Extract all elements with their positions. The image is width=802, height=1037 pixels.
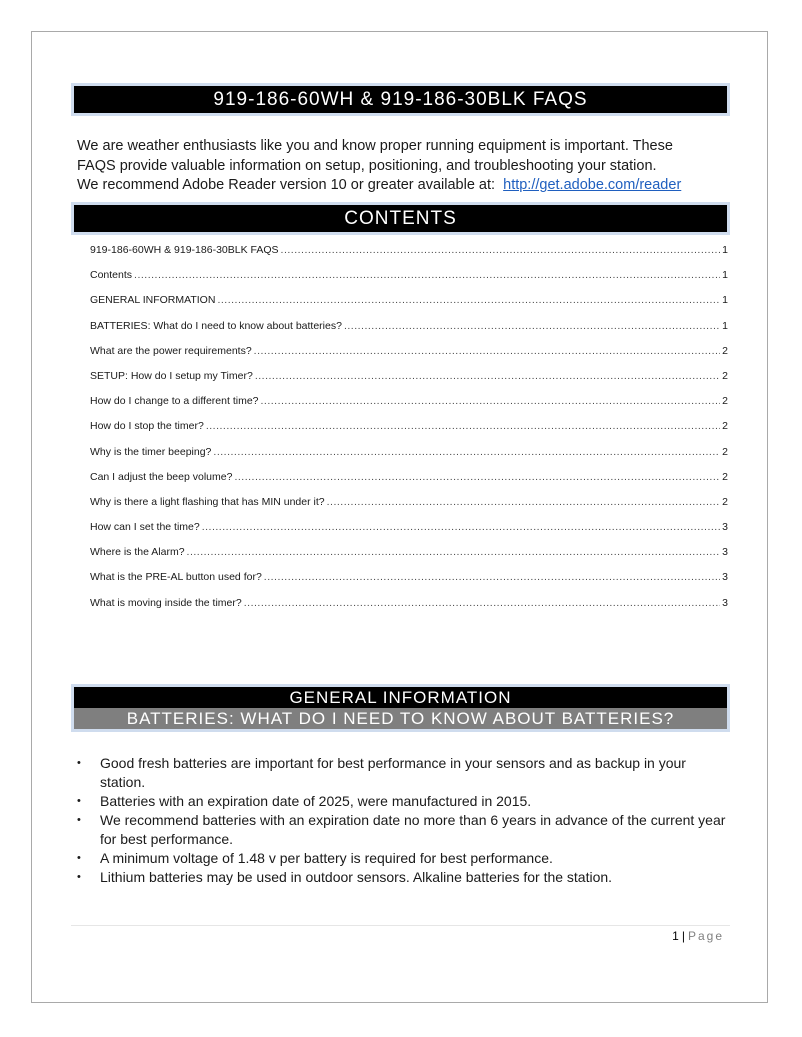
toc-entry-page: 3 <box>722 546 728 559</box>
bullet-icon: • <box>77 871 81 883</box>
toc-entry[interactable] <box>90 244 728 269</box>
toc-leader-dots <box>261 395 721 407</box>
toc-entry-title: SETUP: How do I setup my Timer? <box>90 369 253 382</box>
list-item-text: Batteries with an expiration date of 2025, were manufactured in 2015. <box>100 793 532 809</box>
toc-entry-title: How do I stop the timer? <box>90 420 204 433</box>
toc-entry-page: 3 <box>722 571 728 584</box>
batteries-bullet-list <box>77 754 727 887</box>
toc-leader-dots <box>206 420 720 432</box>
toc-entry-page: 2 <box>722 344 728 357</box>
page-number: 1 <box>672 929 679 943</box>
contents-heading: CONTENTS <box>74 205 727 232</box>
toc-entry-title: Can I adjust the beep volume? <box>90 470 233 483</box>
intro-paragraph <box>77 137 737 196</box>
intro-link-prefix: We recommend Adobe Reader version 10 or greater available at: <box>77 177 496 193</box>
toc-leader-dots <box>254 345 720 357</box>
toc-entry-title: Why is the timer beeping? <box>90 445 212 458</box>
toc-entry[interactable] <box>90 345 728 370</box>
toc-entry-title: BATTERIES: What do I need to know about batteries? <box>90 319 342 332</box>
general-information-banner <box>71 684 730 732</box>
toc-entry-page: 2 <box>722 420 728 433</box>
toc-leader-dots <box>244 597 720 609</box>
toc-entry-page: 1 <box>722 294 728 307</box>
toc-entry[interactable] <box>90 269 728 294</box>
toc-entry-title: What is the PRE-AL button used for? <box>90 571 262 584</box>
list-item-text: Lithium batteries may be used in outdoor sensors. Alkaline batteries for the station. <box>100 869 613 885</box>
toc-leader-dots <box>344 320 720 332</box>
toc-leader-dots <box>213 446 720 458</box>
toc-entry-page: 1 <box>722 244 728 256</box>
toc-leader-dots <box>202 521 720 533</box>
bullet-icon: • <box>77 795 81 807</box>
toc-entry[interactable] <box>90 546 728 571</box>
list-item <box>77 868 727 887</box>
toc-entry[interactable] <box>90 420 728 445</box>
toc-entry-page: 1 <box>722 269 728 282</box>
toc-leader-dots <box>327 496 721 508</box>
footer-separator: | <box>681 929 685 943</box>
toc-entry-page: 2 <box>722 369 728 382</box>
toc-entry-title: Why is there a light flashing that has MIN under it? <box>90 495 325 508</box>
toc-leader-dots <box>281 244 721 256</box>
page-footer <box>532 929 724 943</box>
list-item <box>77 811 727 849</box>
list-item-text: A minimum voltage of 1.48 v per battery is required for best performance. <box>100 850 553 866</box>
toc-entry-title: What is moving inside the timer? <box>90 596 242 609</box>
toc-entry-title: What are the power requirements? <box>90 344 252 357</box>
bullet-icon: • <box>77 852 81 864</box>
toc-entry-title: 919-186-60WH & 919-186-30BLK FAQS <box>90 244 279 256</box>
toc-leader-dots <box>187 546 721 558</box>
toc-entry-page: 3 <box>722 521 728 534</box>
title-banner <box>71 83 730 116</box>
toc-leader-dots <box>255 370 720 382</box>
toc-entry-page: 2 <box>722 470 728 483</box>
toc-entry[interactable] <box>90 294 728 319</box>
list-item <box>77 792 727 811</box>
toc-entry[interactable] <box>90 395 728 420</box>
intro-line <box>77 176 737 196</box>
toc-entry[interactable] <box>90 471 728 496</box>
list-item-text: We recommend batteries with an expiration date no more than 6 years in advance of the current year for best performance. <box>100 812 726 847</box>
toc-entry-title: How do I change to a different time? <box>90 395 259 408</box>
list-item <box>77 849 727 868</box>
document-title: 919-186-60WH & 919-186-30BLK FAQS <box>74 86 727 113</box>
toc-leader-dots <box>234 471 720 483</box>
toc-entry[interactable] <box>90 496 728 521</box>
toc-entry-page: 2 <box>722 395 728 408</box>
contents-banner <box>71 202 730 235</box>
toc-entry-page: 2 <box>722 445 728 458</box>
toc-leader-dots <box>264 571 720 583</box>
bullet-icon: • <box>77 757 81 769</box>
toc-leader-dots <box>134 269 720 281</box>
toc-leader-dots <box>217 294 720 306</box>
toc-entry-title: GENERAL INFORMATION <box>90 294 216 307</box>
intro-line: We are weather enthusiasts like you and know proper running equipment is important. These <box>77 138 673 154</box>
bullet-icon: • <box>77 814 81 826</box>
toc-entry-title: How can I set the time? <box>90 521 200 534</box>
adobe-reader-link[interactable]: http://get.adobe.com/reader <box>503 177 682 193</box>
toc-entry-page: 3 <box>722 596 728 609</box>
table-of-contents <box>90 244 728 622</box>
toc-entry-page: 2 <box>722 495 728 508</box>
toc-entry-title: Where is the Alarm? <box>90 546 185 559</box>
toc-entry[interactable] <box>90 597 728 622</box>
batteries-heading: BATTERIES: WHAT DO I NEED TO KNOW ABOUT BATTERIES? <box>74 708 727 729</box>
toc-entry[interactable] <box>90 521 728 546</box>
page-label: Page <box>687 929 724 943</box>
document-page <box>31 31 768 1003</box>
list-item <box>77 754 727 792</box>
toc-entry[interactable] <box>90 320 728 345</box>
list-item-text: Good fresh batteries are important for best performance in your sensors and as backup in your station. <box>100 755 686 790</box>
toc-entry[interactable] <box>90 446 728 471</box>
toc-entry[interactable] <box>90 571 728 596</box>
toc-entry[interactable] <box>90 370 728 395</box>
general-information-heading: GENERAL INFORMATION <box>74 687 727 708</box>
toc-entry-page: 1 <box>722 319 728 332</box>
intro-line: FAQS provide valuable information on setup, positioning, and troubleshooting your station. <box>77 157 657 174</box>
footer-divider <box>71 925 730 926</box>
toc-entry-title: Contents <box>90 269 133 282</box>
